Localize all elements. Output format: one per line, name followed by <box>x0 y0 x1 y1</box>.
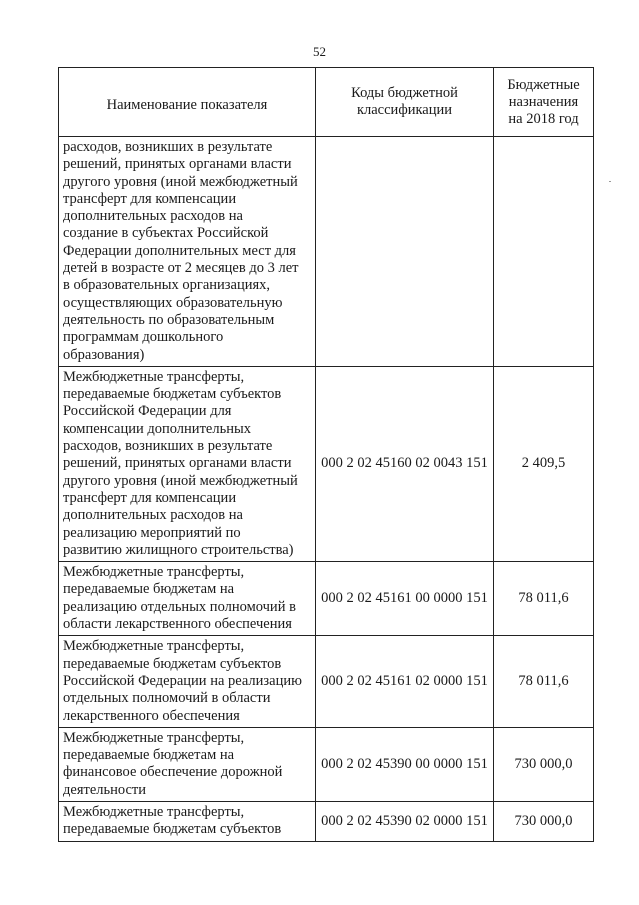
indicator-name-line: передаваемые бюджетам субъектов <box>63 386 282 403</box>
indicator-name-line: области лекарственного обеспечения <box>63 616 292 633</box>
indicator-name-line: решений, принятых органами власти <box>63 156 292 173</box>
header-line: Коды бюджетной <box>351 85 458 101</box>
indicator-name-line: развитию жилищного строительства) <box>63 541 294 558</box>
table-row <box>59 562 594 636</box>
indicator-name-line: расходов, возникших в результате <box>63 438 273 455</box>
indicator-name-line: детей в возрасте от 2 месяцев до 3 лет <box>63 260 299 277</box>
indicator-name-line: другого уровня (иной межбюджетный <box>63 472 298 489</box>
budget-amount-cell: 78 011,6 <box>494 562 594 636</box>
indicator-name-line: реализацию отдельных полномочий в <box>63 598 296 615</box>
indicator-name-line: передаваемые бюджетам субъектов <box>63 821 282 838</box>
header-line: назначения <box>508 93 579 110</box>
header-indicator-name <box>59 68 316 137</box>
header-budget-assignments <box>494 68 594 137</box>
budget-code-cell: 000 2 02 45160 02 0043 151 <box>316 366 494 561</box>
indicator-name-line: передаваемые бюджетам субъектов <box>63 655 282 672</box>
indicator-name-line: Российской Федерации для <box>63 403 232 420</box>
table-row <box>59 137 594 367</box>
indicator-name-line: трансферт для компенсации <box>63 190 237 207</box>
indicator-name-line: создание в субъектах Российской <box>63 225 269 242</box>
header-line: Наименование показателя <box>106 96 268 113</box>
table-row <box>59 366 594 561</box>
budget-code-cell: 000 2 02 45161 00 0000 151 <box>316 562 494 636</box>
indicator-name-line: финансовое обеспечение дорожной <box>63 764 283 781</box>
budget-amount-cell: 2 409,5 <box>494 366 594 561</box>
indicator-name-line: дополнительных расходов на <box>63 208 243 225</box>
table-row <box>59 727 594 801</box>
indicator-name-line: решений, принятых органами власти <box>63 455 292 472</box>
indicator-name-line: в образовательных организациях, <box>63 277 271 294</box>
indicator-name-line: лекарственного обеспечения <box>63 707 240 724</box>
indicator-name-cell <box>59 137 316 367</box>
indicator-name-line: Межбюджетные трансферты, <box>63 638 245 655</box>
indicator-name-line: дополнительных расходов на <box>63 507 243 524</box>
indicator-name-line: передаваемые бюджетам на <box>63 747 235 764</box>
header-budget-codes <box>316 68 494 137</box>
indicator-name-line: компенсации дополнительных <box>63 420 251 437</box>
indicator-name-line: передаваемые бюджетам на <box>63 581 235 598</box>
indicator-name-line: образования) <box>63 346 145 363</box>
table-row <box>59 636 594 727</box>
indicator-name-line: отдельных полномочий в области <box>63 690 271 707</box>
budget-amount-cell <box>494 137 594 367</box>
indicator-name-cell <box>59 636 316 727</box>
budget-amount-cell: 78 011,6 <box>494 636 594 727</box>
table-row <box>59 801 594 841</box>
header-line: Бюджетные <box>507 76 580 93</box>
indicator-name-line: деятельности <box>63 781 147 798</box>
indicator-name-cell <box>59 562 316 636</box>
scan-mark <box>609 181 611 182</box>
header-line: классификации <box>356 102 453 118</box>
indicator-name-line: Федерации дополнительных мест для <box>63 242 296 259</box>
indicator-name-cell <box>59 801 316 841</box>
budget-table <box>58 67 594 842</box>
table-body <box>59 137 594 842</box>
indicator-name-line: деятельность по образовательным <box>63 311 275 328</box>
indicator-name-line: другого уровня (иной межбюджетный <box>63 173 298 190</box>
indicator-name-cell <box>59 727 316 801</box>
budget-code-cell: 000 2 02 45390 02 0000 151 <box>316 801 494 841</box>
budget-code-cell: 000 2 02 45390 00 0000 151 <box>316 727 494 801</box>
indicator-name-cell <box>59 366 316 561</box>
budget-amount-cell: 730 000,0 <box>494 727 594 801</box>
budget-code-cell <box>316 137 494 367</box>
indicator-name-line: Межбюджетные трансферты, <box>63 368 245 385</box>
indicator-name-line: Межбюджетные трансферты, <box>63 564 245 581</box>
indicator-name-line: Российской Федерации на реализацию <box>63 672 302 689</box>
indicator-name-line: осуществляющих образовательную <box>63 294 283 311</box>
indicator-name-line: расходов, возникших в результате <box>63 139 273 155</box>
header-line: на 2018 год <box>508 110 579 127</box>
indicator-name-line: реализацию мероприятий по <box>63 524 241 541</box>
budget-amount-cell: 730 000,0 <box>494 801 594 841</box>
page-number: 52 <box>313 44 326 59</box>
budget-code-cell: 000 2 02 45161 02 0000 151 <box>316 636 494 727</box>
indicator-name-line: Межбюджетные трансферты, <box>63 729 245 746</box>
indicator-name-line: Межбюджетные трансферты, <box>63 803 245 820</box>
indicator-name-line: трансферт для компенсации <box>63 489 237 506</box>
indicator-name-line: программам дошкольного <box>63 329 224 346</box>
table-header-row <box>59 68 594 137</box>
